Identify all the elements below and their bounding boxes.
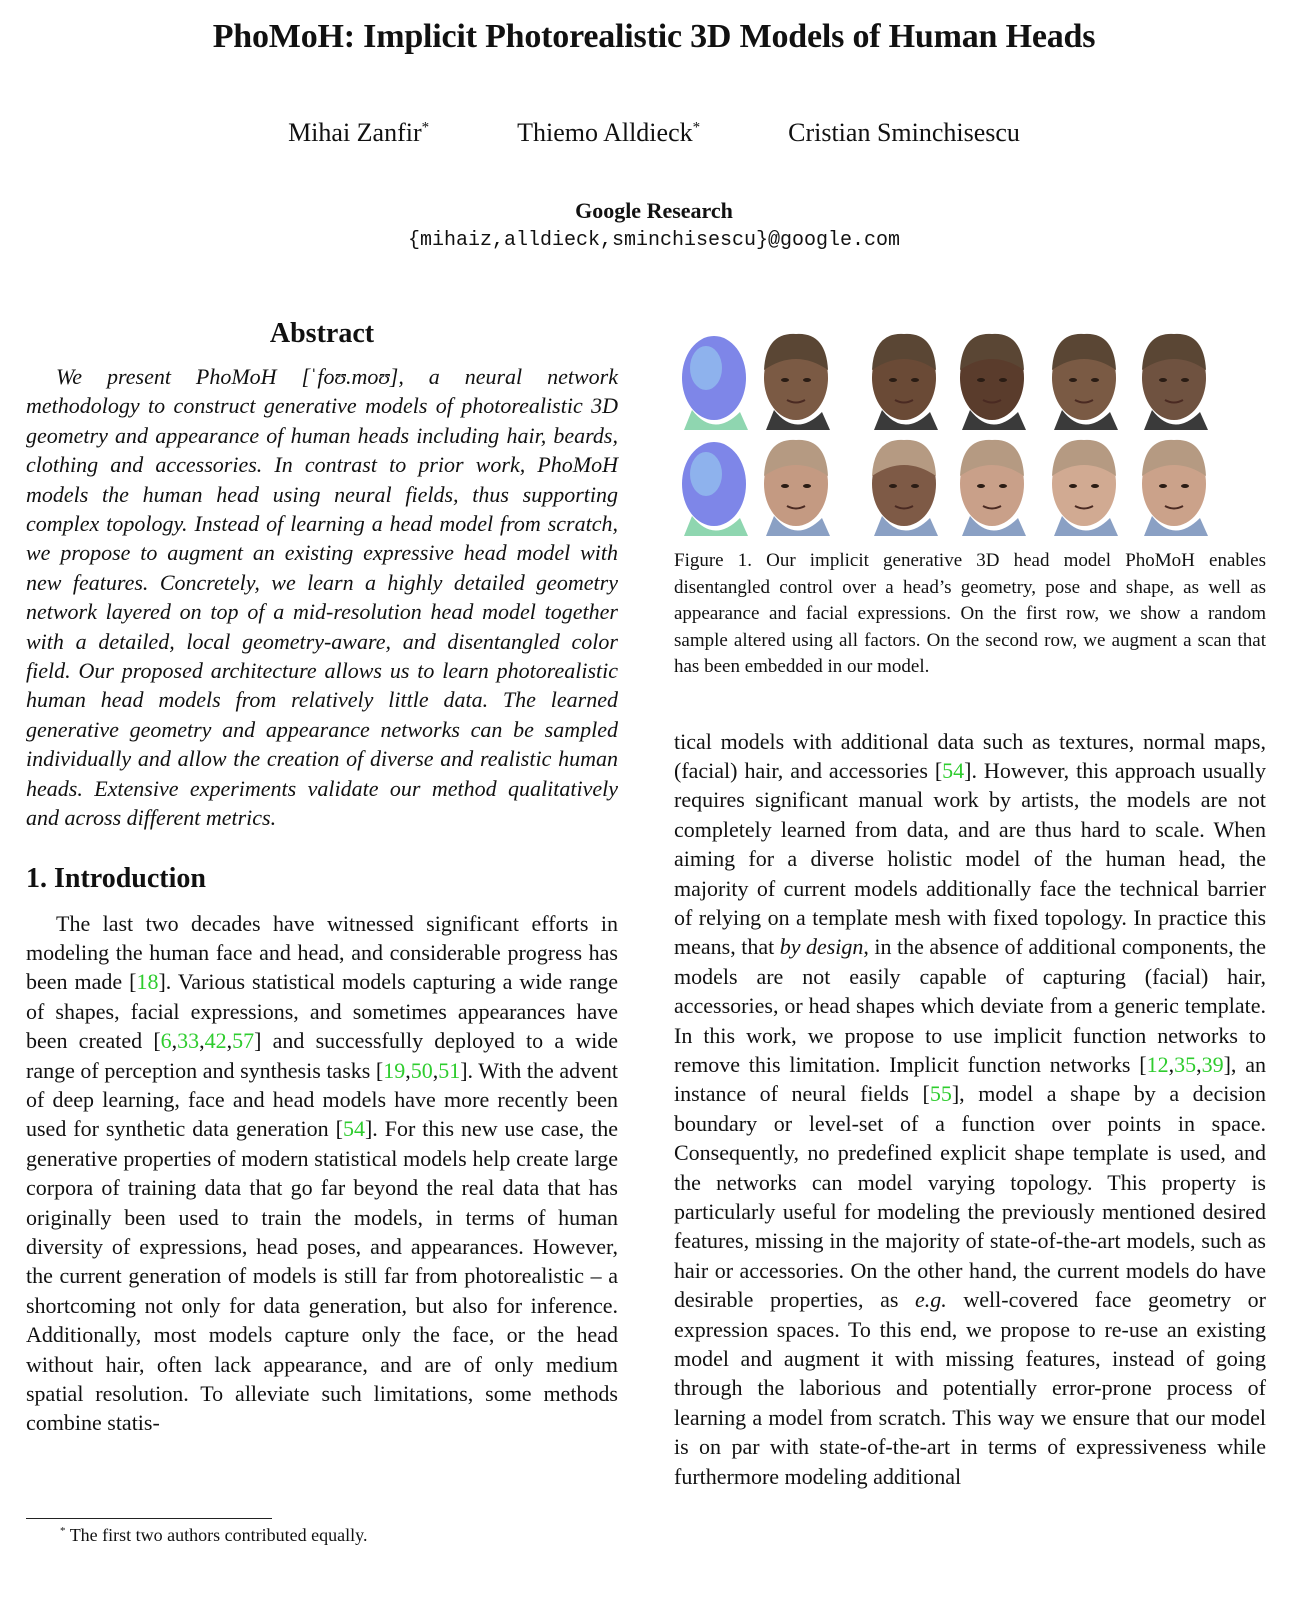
head-render (764, 334, 830, 430)
citation-link[interactable]: 33 (177, 1028, 200, 1054)
paper-title: PhoMoH: Implicit Photorealistic 3D Models of Human Heads (212, 18, 1096, 55)
author-list (0, 118, 1308, 148)
citation-link[interactable]: 18 (136, 969, 159, 995)
citation-link[interactable]: 35 (1174, 1051, 1197, 1077)
right-column (674, 548, 1266, 1491)
head-render (1052, 334, 1118, 430)
left-column (26, 318, 618, 1438)
citation-link[interactable]: 51 (438, 1057, 461, 1083)
author: Cristian Sminchisescu (788, 118, 1020, 147)
head-render (872, 334, 938, 430)
citation-link[interactable]: 19 (383, 1057, 406, 1083)
abstract-heading: Abstract (269, 318, 375, 349)
abstract-text: We present PhoMoH [ˈfoʊ.moʊ], a neural network methodology to construct generative models of photorealistic 3D geometry and appearance of human heads including hair, beards, clothing and accessories. In contrast to prior work, PhoMoH models the human head using neural fields, thus supporting complex topology. Instead of learning a head model from scratch, we propose to augment an existing expressive head model with new features. Concretely, we learn a highly detailed geometry network layered on top of a mid-resolution head model together with a detailed, local geometry-aware, and disentangled color field. Our proposed architecture allows us to learn photorealistic human head models from relatively little data. The learned generative geometry and appearance networks can be sampled individually and allow the creation of diverse and realistic human heads. Extensive experiments validate our method qualitatively and across different metrics. (26, 364, 618, 831)
footnote: * The first two authors contributed equally. (60, 1525, 368, 1545)
citation-link[interactable]: 55 (929, 1081, 952, 1107)
head-render (1142, 440, 1208, 536)
author-email: {mihaiz,alldieck,sminchisescu}@google.com (407, 229, 901, 252)
head-render (1052, 440, 1118, 536)
head-render (960, 334, 1026, 430)
citation-link[interactable]: 50 (410, 1057, 433, 1083)
footnote-divider (26, 1518, 272, 1519)
author: Mihai Zanfir* (288, 118, 430, 147)
head-render (764, 440, 830, 536)
head-renders (674, 322, 1266, 540)
normal-map-head-render (682, 442, 748, 536)
citation-link[interactable]: 42 (204, 1028, 227, 1054)
citation-link[interactable]: 12 (1146, 1051, 1169, 1077)
author: Thiemo Alldieck* (517, 118, 701, 147)
citation-link[interactable]: 39 (1201, 1051, 1224, 1077)
citation-link[interactable]: 54 (342, 1116, 365, 1142)
section-heading: 1. Introduction (26, 862, 206, 894)
head-render (1142, 334, 1208, 430)
figure-caption: Figure 1. Our implicit generative 3D head model PhoMoH enables disentangled control over a head’s geometry, pose and shape, as well as appearance and facial expressions. On the first row, we show a random sample altered using all factors. On the second row, we augment a scan that has been embedded in our model. (674, 550, 1266, 677)
figure-1-image (674, 322, 1266, 540)
affiliation: Google Research (575, 198, 733, 223)
citation-link[interactable]: 57 (232, 1028, 255, 1054)
citation-link[interactable]: 54 (942, 757, 965, 783)
head-render (872, 440, 938, 536)
head-render (960, 440, 1026, 536)
intro-paragraph-continued: tical models with additional data such as textures, normal maps, (facial) hair, and accessories [54]. However, this approach usually requires significant manual work by artists, the models are not completely learned from data, and are thus hard to scale. When aiming for a diverse holistic model of the human head, the majority of current models additionally face the technical barrier of relying on a template mesh with fixed topology. In practice this means, that by design, in the absence of additional components, the models are not easily capable of capturing (facial) hair, accessories, or head shapes which deviate from a generic template. In this work, we propose to use implicit function networks to remove this limitation. Implicit function networks [12,35,39], an instance of neural fields [55], model a shape by a decision boundary or level-set of a function over points in space. Consequently, no predefined explicit shape template is used, and the networks can model varying topology. This property is particularly useful for modeling the previously mentioned desired features, missing in the majority of state-of-the-art models, such as hair or accessories. On the other hand, the current models do have desirable properties, as e.g. well-covered face geometry or expression spaces. To this end, we propose to re-use an existing model and augment it with missing features, instead of going through the laborious and potentially error-prone process of learning a model from scratch. This way we ensure that our model is on par with state-of-the-art in terms of expressiveness while furthermore modeling additional (674, 728, 1267, 1489)
normal-map-head-render (682, 336, 748, 430)
citation-link[interactable]: 6 (160, 1028, 172, 1054)
intro-paragraph: The last two decades have witnessed significant efforts in modeling the human face and head, and considerable progress has been made [18]. Various statistical models capturing a wide range of shapes, facial expressions, and sometimes appearances have been created [6,33,42,57] and successfully deployed to a wide range of perception and synthesis tasks [19,50,51]. With the advent of deep learning, face and head models have more recently been used for synthetic data generation [54]. For this new use case, the generative properties of modern statistical models help create large corpora of training data that go far beyond the real data that has originally been used to train the models, in terms of human diversity of expressions, head poses, and appearances. However, the current generation of models is still far from photorealistic – a shortcoming not only for data generation, but also for inference. Additionally, most models capture only the face, or the head without hair, often lack appearance, and are of only medium spatial resolution. To alleviate such limitations, some methods combine statis- (26, 910, 619, 1436)
